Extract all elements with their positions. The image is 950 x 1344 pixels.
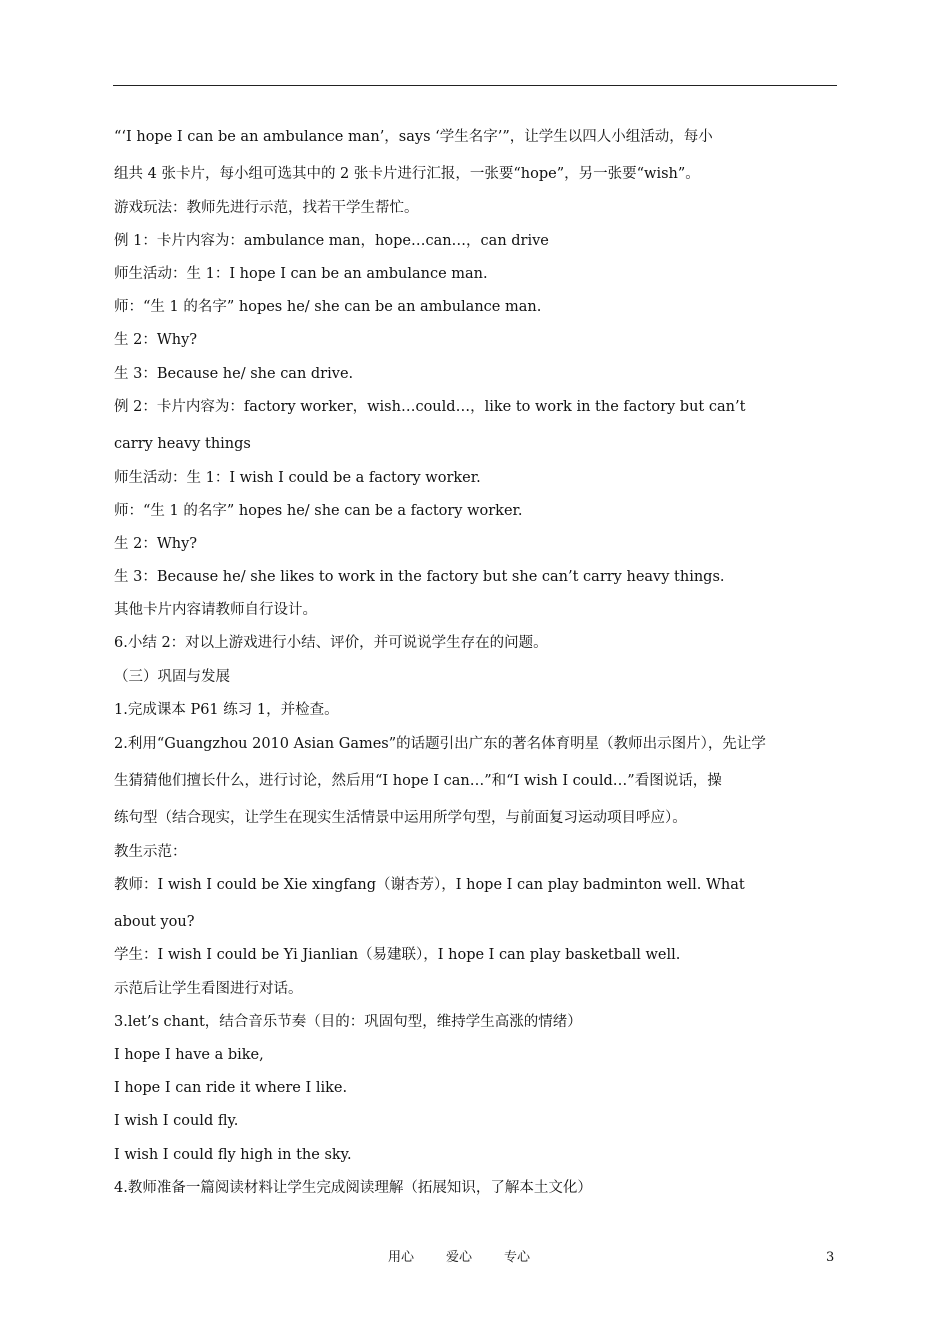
- footer-motto-word: 用心: [388, 1250, 415, 1265]
- text-line: 例 2：卡片内容为：factory worker，wish…could…，like to work in the factory but can’t: [114, 399, 746, 415]
- text-line: 1.完成课本 P61 练习 1，并检查。: [114, 702, 339, 718]
- text-line: 教生示范：: [114, 844, 187, 860]
- text-line: 6.小结 2：对以上游戏进行小结、评价，并可说说学生存在的问题。: [114, 635, 548, 651]
- text-line: 生 3：Because he/ she can drive.: [114, 366, 354, 382]
- text-line: （三）巩固与发展: [114, 669, 230, 685]
- text-line: 示范后让学生看图进行对话。: [114, 981, 303, 997]
- text-line: I wish I could fly.: [114, 1113, 239, 1129]
- text-line: 3.let’s chant，结合音乐节奏（目的：巩固句型，维持学生高涨的情绪）: [114, 1014, 582, 1030]
- text-line: 4.教师准备一篇阅读材料让学生完成阅读理解（拓展知识，了解本土文化）: [114, 1180, 592, 1196]
- text-line: 生 3：Because he/ she likes to work in the factory but she can’t carry heavy things.: [114, 569, 725, 585]
- header-rule: [113, 85, 837, 86]
- text-line: 生 2：Why?: [114, 536, 198, 552]
- text-line: 师生活动：生 1：I wish I could be a factory worker.: [114, 470, 481, 486]
- text-line: 组共 4 张卡片，每小组可选其中的 2 张卡片进行汇报，一张要“hope”，另一张要“wish”。: [114, 166, 700, 182]
- text-line: I hope I have a bike,: [114, 1047, 264, 1063]
- text-line: 练句型（结合现实，让学生在现实生活情景中运用所学句型，与前面复习运动项目呼应）。: [114, 810, 687, 826]
- text-line: carry heavy things: [114, 436, 251, 452]
- text-line: 师生活动：生 1：I hope I can be an ambulance man.: [114, 266, 488, 282]
- text-line: 游戏玩法：教师先进行示范，找若干学生帮忙。: [114, 200, 419, 216]
- text-line: 生 2：Why?: [114, 332, 198, 348]
- text-line: 生猜猜他们擅长什么，进行讨论，然后用“I hope I can…”和“I wish I could…”看图说话，操: [114, 773, 722, 789]
- footer-motto-word: 爱心: [446, 1250, 473, 1265]
- text-line: about you?: [114, 914, 195, 930]
- page-number: 3: [826, 1250, 835, 1265]
- footer-motto-word: 专心: [504, 1250, 531, 1265]
- text-line: 其他卡片内容请教师自行设计。: [114, 602, 317, 618]
- text-line: 2.利用“Guangzhou 2010 Asian Games”的话题引出广东的著名体育明星（教师出示图片），先让学: [114, 736, 766, 752]
- text-line: I hope I can ride it where I like.: [114, 1080, 348, 1096]
- text-line: 例 1：卡片内容为：ambulance man，hope…can…，can drive: [114, 233, 549, 249]
- text-line: 师：“生 1 的名字” hopes he/ she can be a factory worker.: [114, 503, 523, 519]
- page-footer: [0, 1248, 950, 1268]
- text-line: 师：“生 1 的名字” hopes he/ she can be an ambulance man.: [114, 299, 542, 315]
- footer-motto: [388, 1248, 588, 1268]
- text-line: 学生：I wish I could be Yi Jianlian（易建联），I hope I can play basketball well.: [114, 947, 681, 963]
- text-line: “‘I hope I can be an ambulance man’，says ‘学生名字’”，让学生以四人小组活动，每小: [114, 129, 713, 145]
- text-line: I wish I could fly high in the sky.: [114, 1147, 352, 1163]
- text-line: 教师：I wish I could be Xie xingfang（谢杏芳），I hope I can play badminton well. What: [114, 877, 745, 893]
